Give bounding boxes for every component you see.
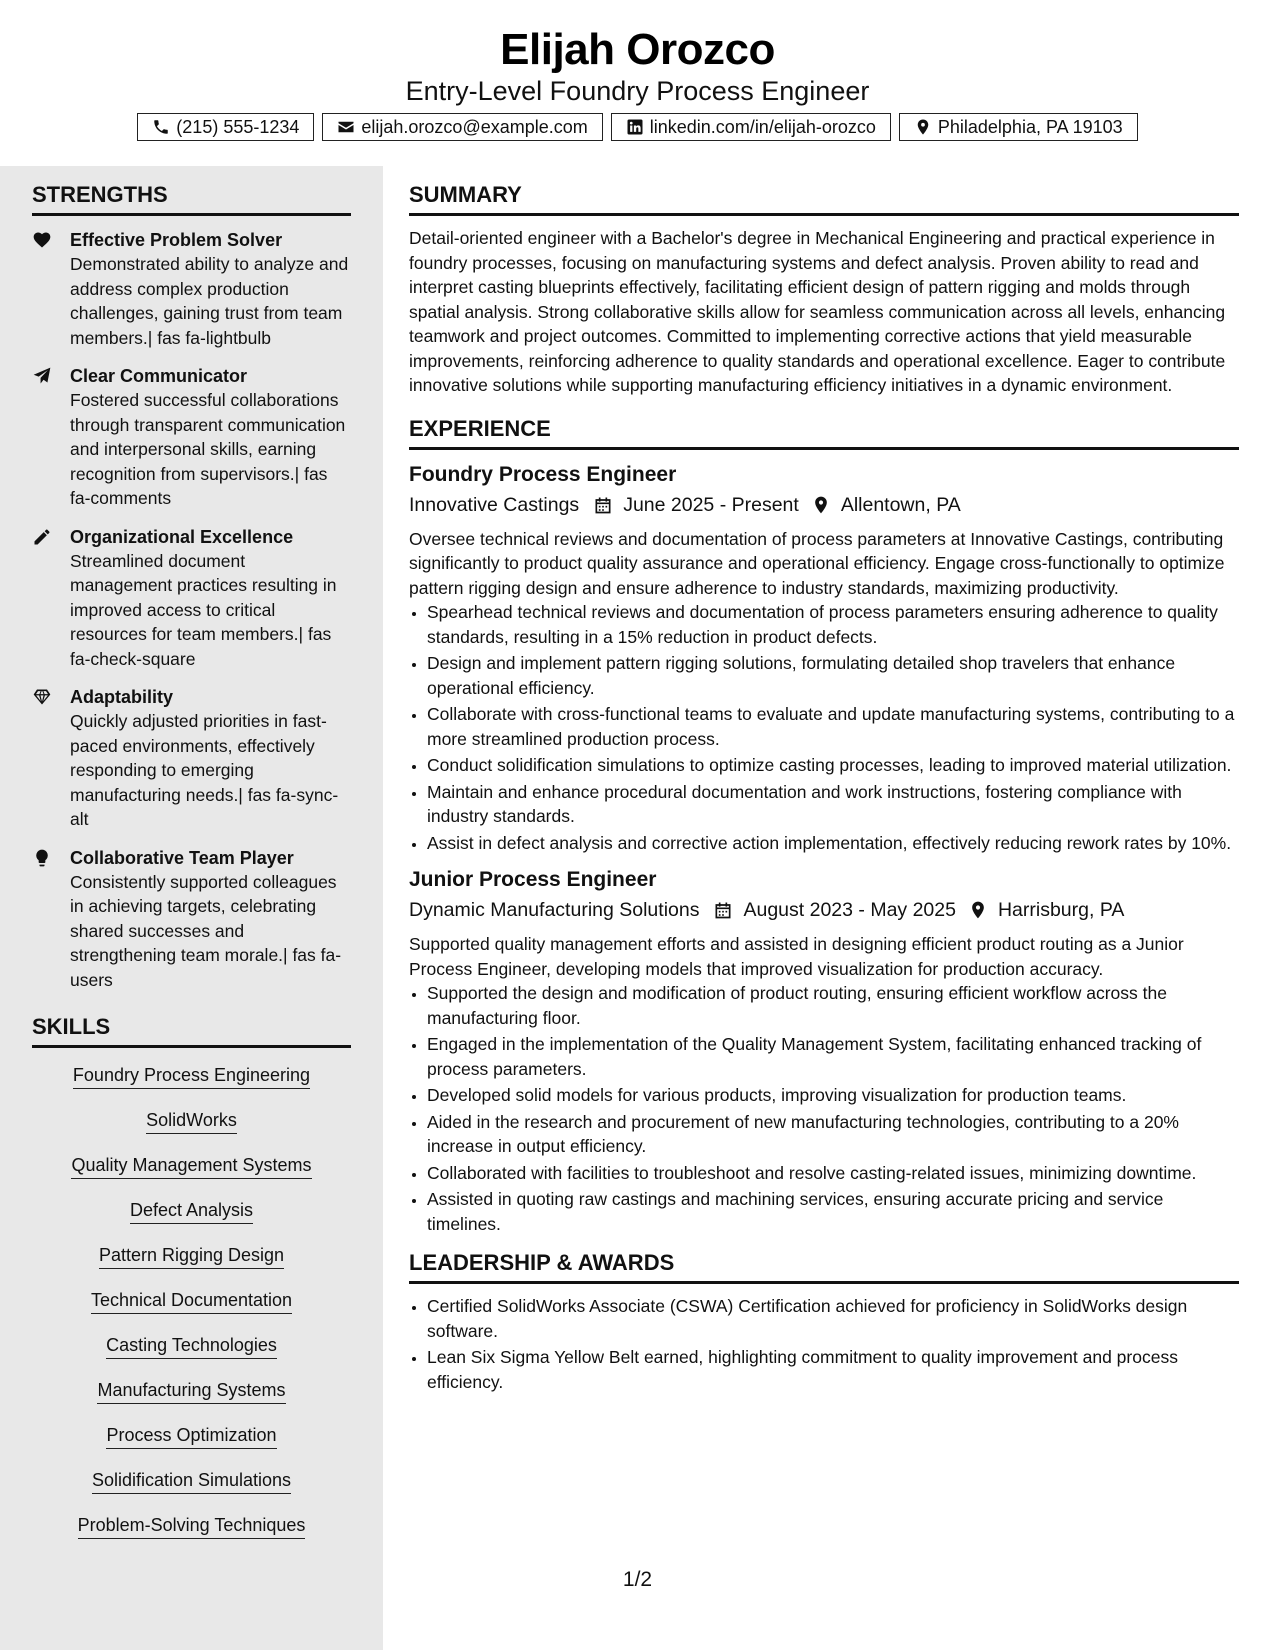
list-item: • Engaged in the implementation of the Quality Management System, facilitating enhanced tracking of process parameters. [427, 1032, 1239, 1081]
list-item: • Spearhead technical reviews and documentation of process parameters ensuring adherence to quality standards, resulting in a 15% reduction in product defects. [427, 600, 1239, 649]
strengths-heading: STRENGTHS [32, 182, 351, 216]
strength-title: Organizational Excellence [70, 526, 294, 547]
strength-item [32, 847, 351, 993]
linkedin-icon [626, 118, 644, 136]
skill-item [32, 1152, 351, 1180]
skill-label: Solidification Simulations [92, 1467, 291, 1494]
skill-item [32, 1467, 351, 1495]
strengths-section [32, 182, 351, 992]
job-bullets [409, 600, 1239, 855]
strength-title: Collaborative Team Player [70, 847, 294, 868]
job-description: Oversee technical reviews and documentation of process parameters at Innovative Castings, contributing significantly to product quality assurance and operational efficiency. Engage cross-functionally to optimize pattern rigging design and ensure adherence to industry standards, maximizing productivity. [409, 528, 1225, 598]
skill-item [32, 1287, 351, 1315]
main-content [409, 166, 1239, 1396]
strength-title: Adaptability [70, 687, 174, 707]
strength-title: Effective Problem Solver [70, 230, 283, 250]
skill-label: Technical Documentation [91, 1287, 292, 1314]
contact-linkedin[interactable] [611, 113, 891, 141]
pencil-icon [32, 527, 52, 547]
skill-label: Defect Analysis [130, 1197, 253, 1224]
calendar-icon [593, 495, 613, 515]
skill-item [32, 1107, 351, 1135]
job-title: Junior Process Engineer [409, 868, 657, 891]
job-company: Dynamic Manufacturing Solutions [409, 899, 700, 921]
contact-bar [0, 113, 1275, 141]
skill-item [32, 1422, 351, 1450]
skill-label: SolidWorks [146, 1107, 237, 1134]
strength-description: Demonstrated ability to analyze and address complex production challenges, gaining trust from team members.| fas fa-lightbulb [70, 254, 349, 348]
job-dates: June 2025 - Present [623, 493, 799, 516]
list-item: • Design and implement pattern rigging solutions, formulating detailed shop travelers that enhance operational efficiency. [427, 651, 1239, 700]
skills-section [32, 1014, 351, 1540]
job-entry [409, 462, 1239, 856]
job-location: Allentown, PA [840, 493, 961, 516]
list-item: • Collaborated with facilities to troubleshoot and resolve casting-related issues, minimizing downtime. [427, 1161, 1239, 1186]
experience-heading: EXPERIENCE [409, 416, 1239, 450]
summary-text: Detail-oriented engineer with a Bachelor's degree in Mechanical Engineering and practical experience in foundry processes, focusing on manufacturing systems and defect analysis. Proven ability to read and interpret casting blueprints effectively, facilitating efficient design of pattern rigging and molds through spatial analysis. Strong collaborative skills allow for seamless communication across all levels, enhancing teamwork and project outcomes. Committed to implementing corrective actions that yield measurable improvements, reinforcing adherence to quality standards and operational excellence. Eager to contribute innovative solutions while supporting manufacturing efficiency initiatives in a dynamic environment. [409, 228, 1226, 395]
list-item: • Supported the design and modification of product routing, ensuring efficient workflow across the manufacturing floor. [427, 981, 1239, 1030]
skill-label: Quality Management Systems [71, 1152, 311, 1179]
job-meta [409, 491, 1239, 519]
skills-heading: SKILLS [32, 1014, 351, 1048]
paper-plane-icon [32, 366, 52, 386]
list-item: • Assist in defect analysis and corrective action implementation, effectively reducing rework rates by 10%. [427, 831, 1239, 856]
job-dates: August 2023 - May 2025 [743, 899, 956, 921]
strength-title: Clear Communicator [70, 366, 248, 386]
skill-label: Foundry Process Engineering [73, 1062, 310, 1089]
list-item: • Assisted in quoting raw castings and machining services, ensuring accurate pricing and service timelines. [427, 1187, 1239, 1236]
candidate-name: Elijah Orozco [500, 25, 775, 74]
skills-list [32, 1062, 351, 1540]
contact-phone[interactable] [137, 113, 314, 141]
list-item: • Lean Six Sigma Yellow Belt earned, highlighting commitment to quality improvement and process efficiency. [427, 1345, 1239, 1394]
job-bullets [409, 981, 1239, 1236]
skill-item [32, 1242, 351, 1270]
page-number: 1/2 [622, 1568, 653, 1591]
skill-label: Casting Technologies [106, 1332, 277, 1359]
contact-email-text: elijah.orozco@example.com [361, 116, 588, 137]
contact-location[interactable] [899, 113, 1138, 141]
skill-label: Process Optimization [106, 1422, 276, 1449]
contact-linkedin-text: linkedin.com/in/elijah-orozco [649, 116, 876, 137]
lightbulb-icon [32, 848, 52, 868]
candidate-title: Entry-Level Foundry Process Engineer [405, 76, 870, 106]
contact-location-text: Philadelphia, PA 19103 [937, 116, 1123, 137]
leadership-heading: LEADERSHIP & AWARDS [409, 1250, 1239, 1284]
list-item: • Collaborate with cross-functional teams to evaluate and update manufacturing systems, contributing to a more streamlined production process. [427, 702, 1239, 751]
skill-item [32, 1377, 351, 1405]
strength-description: Streamlined document management practices resulting in improved access to critical resources for team members.| fas fa-check-square [70, 550, 337, 669]
phone-icon [152, 118, 170, 136]
gem-icon [32, 687, 52, 707]
resume-header [0, 0, 1275, 166]
list-item: • Certified SolidWorks Associate (CSWA) Certification achieved for proficiency in SolidWorks design software. [427, 1294, 1239, 1343]
heart-icon [32, 230, 52, 250]
summary-section [409, 182, 1239, 398]
skill-label: Pattern Rigging Design [99, 1242, 284, 1269]
strength-item [32, 526, 351, 672]
job-description: Supported quality management efforts and assisted in designing efficient product routing as a Junior Process Engineer, developing models that improved visualization for production accuracy. [409, 934, 1184, 979]
skill-item [32, 1512, 351, 1540]
summary-heading: SUMMARY [409, 182, 1239, 216]
job-entry [409, 867, 1239, 1236]
job-company: Innovative Castings [409, 493, 580, 516]
list-item: • Maintain and enhance procedural documentation and work instructions, fostering compliance with industry standards. [427, 780, 1239, 829]
strength-description: Consistently supported colleagues in achieving targets, celebrating shared successes and strengthening team morale.| fas fa-users [70, 871, 342, 990]
job-meta [409, 896, 1239, 924]
list-item: • Conduct solidification simulations to optimize casting processes, leading to improved material utilization. [427, 753, 1239, 778]
map-marker-icon [968, 900, 988, 920]
calendar-icon [713, 900, 733, 920]
job-location: Harrisburg, PA [997, 899, 1125, 921]
strength-item [32, 686, 351, 832]
leadership-section [409, 1250, 1239, 1394]
skill-item [32, 1197, 351, 1225]
sidebar [0, 166, 383, 1650]
strength-description: Quickly adjusted priorities in fast-paced environments, effectively responding to emerging manufacturing needs.| fas fa-sync-alt [70, 711, 339, 829]
experience-section [409, 416, 1239, 1237]
list-item: • Aided in the research and procurement of new manufacturing technologies, contributing to a 20% increase in output efficiency. [427, 1110, 1239, 1159]
map-marker-icon [914, 118, 932, 136]
list-item: • Developed solid models for various products, improving visualization for production teams. [427, 1083, 1239, 1108]
skill-label: Manufacturing Systems [97, 1377, 285, 1404]
skill-item [32, 1062, 351, 1090]
envelope-icon [337, 118, 355, 136]
contact-email[interactable] [322, 113, 602, 141]
job-title: Foundry Process Engineer [409, 462, 677, 486]
leadership-list [409, 1294, 1239, 1394]
skill-item [32, 1332, 351, 1360]
strength-item [32, 365, 351, 511]
contact-phone-text: (215) 555-1234 [176, 116, 300, 137]
strength-item [32, 229, 351, 350]
map-marker-icon [811, 495, 831, 515]
skill-label: Problem-Solving Techniques [78, 1512, 306, 1539]
strength-description: Fostered successful collaborations through transparent communication and interpersonal skills, earning recognition from supervisors.| fas fa-comments [70, 390, 346, 508]
